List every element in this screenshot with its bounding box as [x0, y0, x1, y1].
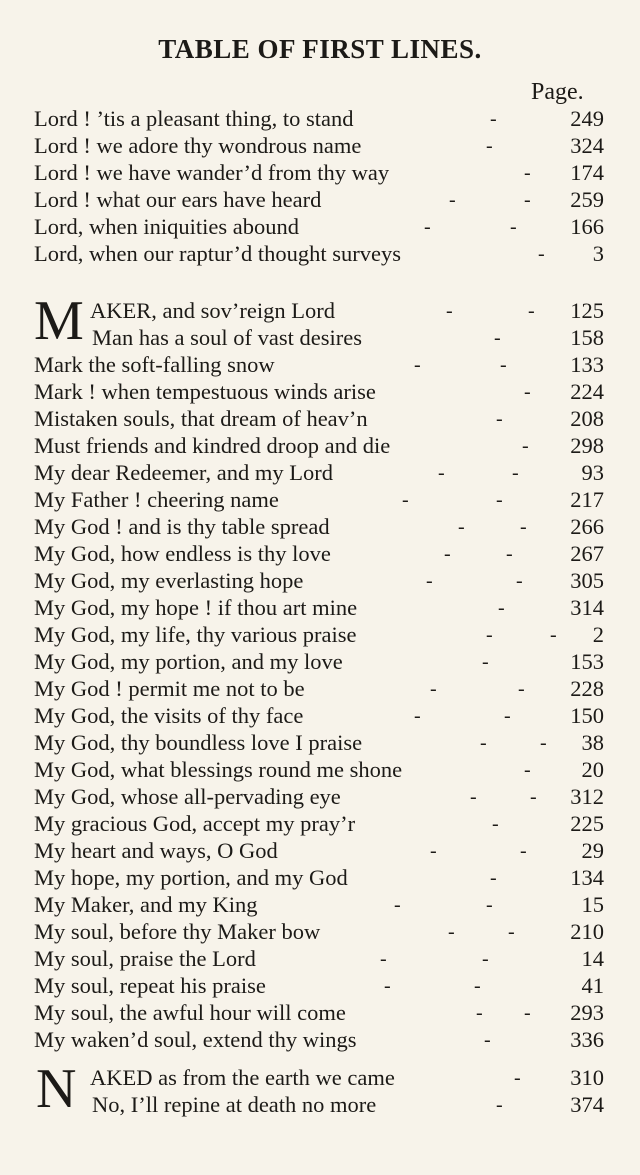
page-number: 174 [570, 160, 604, 185]
first-line: AKER, and sov’reign Lord [90, 298, 335, 323]
drop-cap: N [36, 1058, 77, 1120]
page-number: 166 [570, 214, 604, 239]
list-item: My heart and ways, O God - - 29 [34, 838, 604, 863]
first-line: My God, thy boundless love I praise [34, 730, 363, 755]
page-number: 38 [581, 730, 604, 755]
list-item: Mistaken souls, that dream of heav’n - 208 [34, 406, 604, 431]
first-line: My God, whose all-pervading eye [34, 784, 341, 809]
first-line: My God ! and is thy table spread [34, 514, 330, 539]
first-line: Mistaken souls, that dream of heav’n [34, 406, 368, 431]
page-number: 14 [581, 946, 604, 971]
list-item: Lord, when our raptur’d thought surveys - 3 [34, 241, 604, 266]
first-line: My God, my life, thy various praise [34, 622, 357, 647]
list-item: Lord ! ’tis a pleasant thing, to stand - 249 [34, 106, 604, 131]
page-number: 312 [570, 784, 604, 809]
list-item: My God, my hope ! if thou art mine - 314 [34, 595, 604, 620]
first-line: No, I’ll repine at death no more [92, 1092, 377, 1117]
list-item: My soul, before thy Maker bow - - 210 [34, 919, 604, 944]
list-item: My God, what blessings round me shone - 20 [34, 757, 604, 782]
page-number: 210 [570, 919, 604, 944]
list-item: Man has a soul of vast desires - 158 [92, 325, 604, 350]
page-number: 15 [581, 892, 604, 917]
list-item: Must friends and kindred droop and die - 298 [34, 433, 604, 458]
page-number: 259 [570, 187, 604, 212]
page-number: 224 [570, 379, 604, 404]
page-number: 153 [570, 649, 604, 674]
list-item: AKER, and sov’reign Lord - - 125 [90, 298, 604, 323]
list-item: Mark ! when tempestuous winds arise - 224 [34, 379, 604, 404]
list-item: My Maker, and my King - - 15 [34, 892, 604, 917]
first-line: My God, my hope ! if thou art mine [34, 595, 358, 620]
page-title: TABLE OF FIRST LINES. [158, 34, 482, 64]
page-number: 93 [581, 460, 604, 485]
first-line: My dear Redeemer, and my Lord [34, 460, 333, 485]
list-item: My waken’d soul, extend thy wings - 336 [34, 1027, 604, 1052]
first-line: My Maker, and my King [34, 892, 258, 917]
first-line: My waken’d soul, extend thy wings [34, 1027, 357, 1052]
list-item: Lord ! we adore thy wondrous name - 324 [34, 133, 604, 158]
page-number: 305 [570, 568, 604, 593]
list-item: Lord ! we have wander’d from thy way - 174 [34, 160, 604, 185]
list-item: My hope, my portion, and my God - 134 [34, 865, 604, 890]
list-item: AKED as from the earth we came - 310 [90, 1065, 604, 1090]
list-item: My God, thy boundless love I praise - - 38 [34, 730, 604, 755]
page-number: 374 [570, 1092, 604, 1117]
page-number: 133 [570, 352, 604, 377]
page-number: 2 [592, 622, 604, 647]
page-number: 228 [570, 676, 604, 701]
page-number: 158 [570, 325, 604, 350]
first-line: Lord ! we have wander’d from thy way [34, 160, 390, 185]
first-line: My soul, repeat his praise [34, 973, 266, 998]
page-number: 217 [570, 487, 604, 512]
page-number: 266 [570, 514, 604, 539]
first-line: Lord ! ’tis a pleasant thing, to stand [34, 106, 354, 131]
first-line: My gracious God, accept my pray’r [34, 811, 356, 836]
first-line: AKED as from the earth we came [90, 1065, 395, 1090]
first-line: My soul, praise the Lord [34, 946, 256, 971]
list-item: My God, how endless is thy love - - 267 [34, 541, 604, 566]
list-item: My God ! and is thy table spread - - 266 [34, 514, 604, 539]
drop-cap: M [34, 290, 84, 352]
page-number: 310 [570, 1065, 604, 1090]
first-line: My God, how endless is thy love [34, 541, 331, 566]
first-line: My God, the visits of thy face [34, 703, 304, 728]
page-number: 20 [581, 757, 604, 782]
first-line: Mark ! when tempestuous winds arise [34, 379, 376, 404]
first-line: My God, my everlasting hope [34, 568, 304, 593]
first-line: Lord ! we adore thy wondrous name [34, 133, 362, 158]
page-number: 150 [570, 703, 604, 728]
list-item: Mark the soft-falling snow - - 133 [34, 352, 604, 377]
list-item: Lord, when iniquities abound - - 166 [34, 214, 604, 239]
list-item: My God, whose all-pervading eye - - 312 [34, 784, 604, 809]
first-line: My soul, the awful hour will come [34, 1000, 346, 1025]
page-number: 41 [581, 973, 604, 998]
list-item: My God, my portion, and my love - 153 [34, 649, 604, 674]
list-item: My God ! permit me not to be - - 228 [34, 676, 604, 701]
first-line: Lord, when iniquities abound [34, 214, 299, 239]
page-number: 314 [570, 595, 604, 620]
list-item: My soul, repeat his praise - - 41 [34, 973, 604, 998]
first-line: My God, what blessings round me shone [34, 757, 403, 782]
page-number: 208 [570, 406, 604, 431]
first-line: Lord, when our raptur’d thought surveys [34, 241, 402, 266]
list-item: No, I’ll repine at death no more - 374 [92, 1092, 604, 1117]
list-item: My God, my life, thy various praise - - 2 [34, 622, 604, 647]
first-line: My heart and ways, O God [34, 838, 278, 863]
page-number: 125 [570, 298, 604, 323]
page-number: 298 [570, 433, 604, 458]
page-number: 29 [581, 838, 604, 863]
list-item: My soul, praise the Lord - - 14 [34, 946, 604, 971]
list-item: My soul, the awful hour will come - - 293 [34, 1000, 604, 1025]
first-line: My hope, my portion, and my God [34, 865, 348, 890]
page-column-header: Page. [531, 79, 584, 105]
first-line: Lord ! what our ears have heard [34, 187, 322, 212]
first-line: My soul, before thy Maker bow [34, 919, 321, 944]
page-number: 267 [570, 541, 604, 566]
list-item: My gracious God, accept my pray’r - 225 [34, 811, 604, 836]
page-number: 336 [570, 1027, 604, 1052]
first-line: Mark the soft-falling snow [34, 352, 275, 377]
page-number: 293 [570, 1000, 604, 1025]
list-item: My Father ! cheering name - - 217 [34, 487, 604, 512]
page-number: 249 [570, 106, 604, 131]
page-number: 324 [570, 133, 604, 158]
page-number: 3 [592, 241, 604, 266]
list-item: My God, the visits of thy face - - 150 [34, 703, 604, 728]
first-line: Must friends and kindred droop and die [34, 433, 391, 458]
first-line: My God, my portion, and my love [34, 649, 343, 674]
first-line: Man has a soul of vast desires [92, 325, 362, 350]
page-number: 134 [570, 865, 604, 890]
list-item: My dear Redeemer, and my Lord - - 93 [34, 460, 604, 485]
list-item: My God, my everlasting hope - - 305 [34, 568, 604, 593]
page-number: 225 [570, 811, 604, 836]
list-item: Lord ! what our ears have heard - - 259 [34, 187, 604, 212]
first-line: My God ! permit me not to be [34, 676, 305, 701]
first-line: My Father ! cheering name [34, 487, 279, 512]
